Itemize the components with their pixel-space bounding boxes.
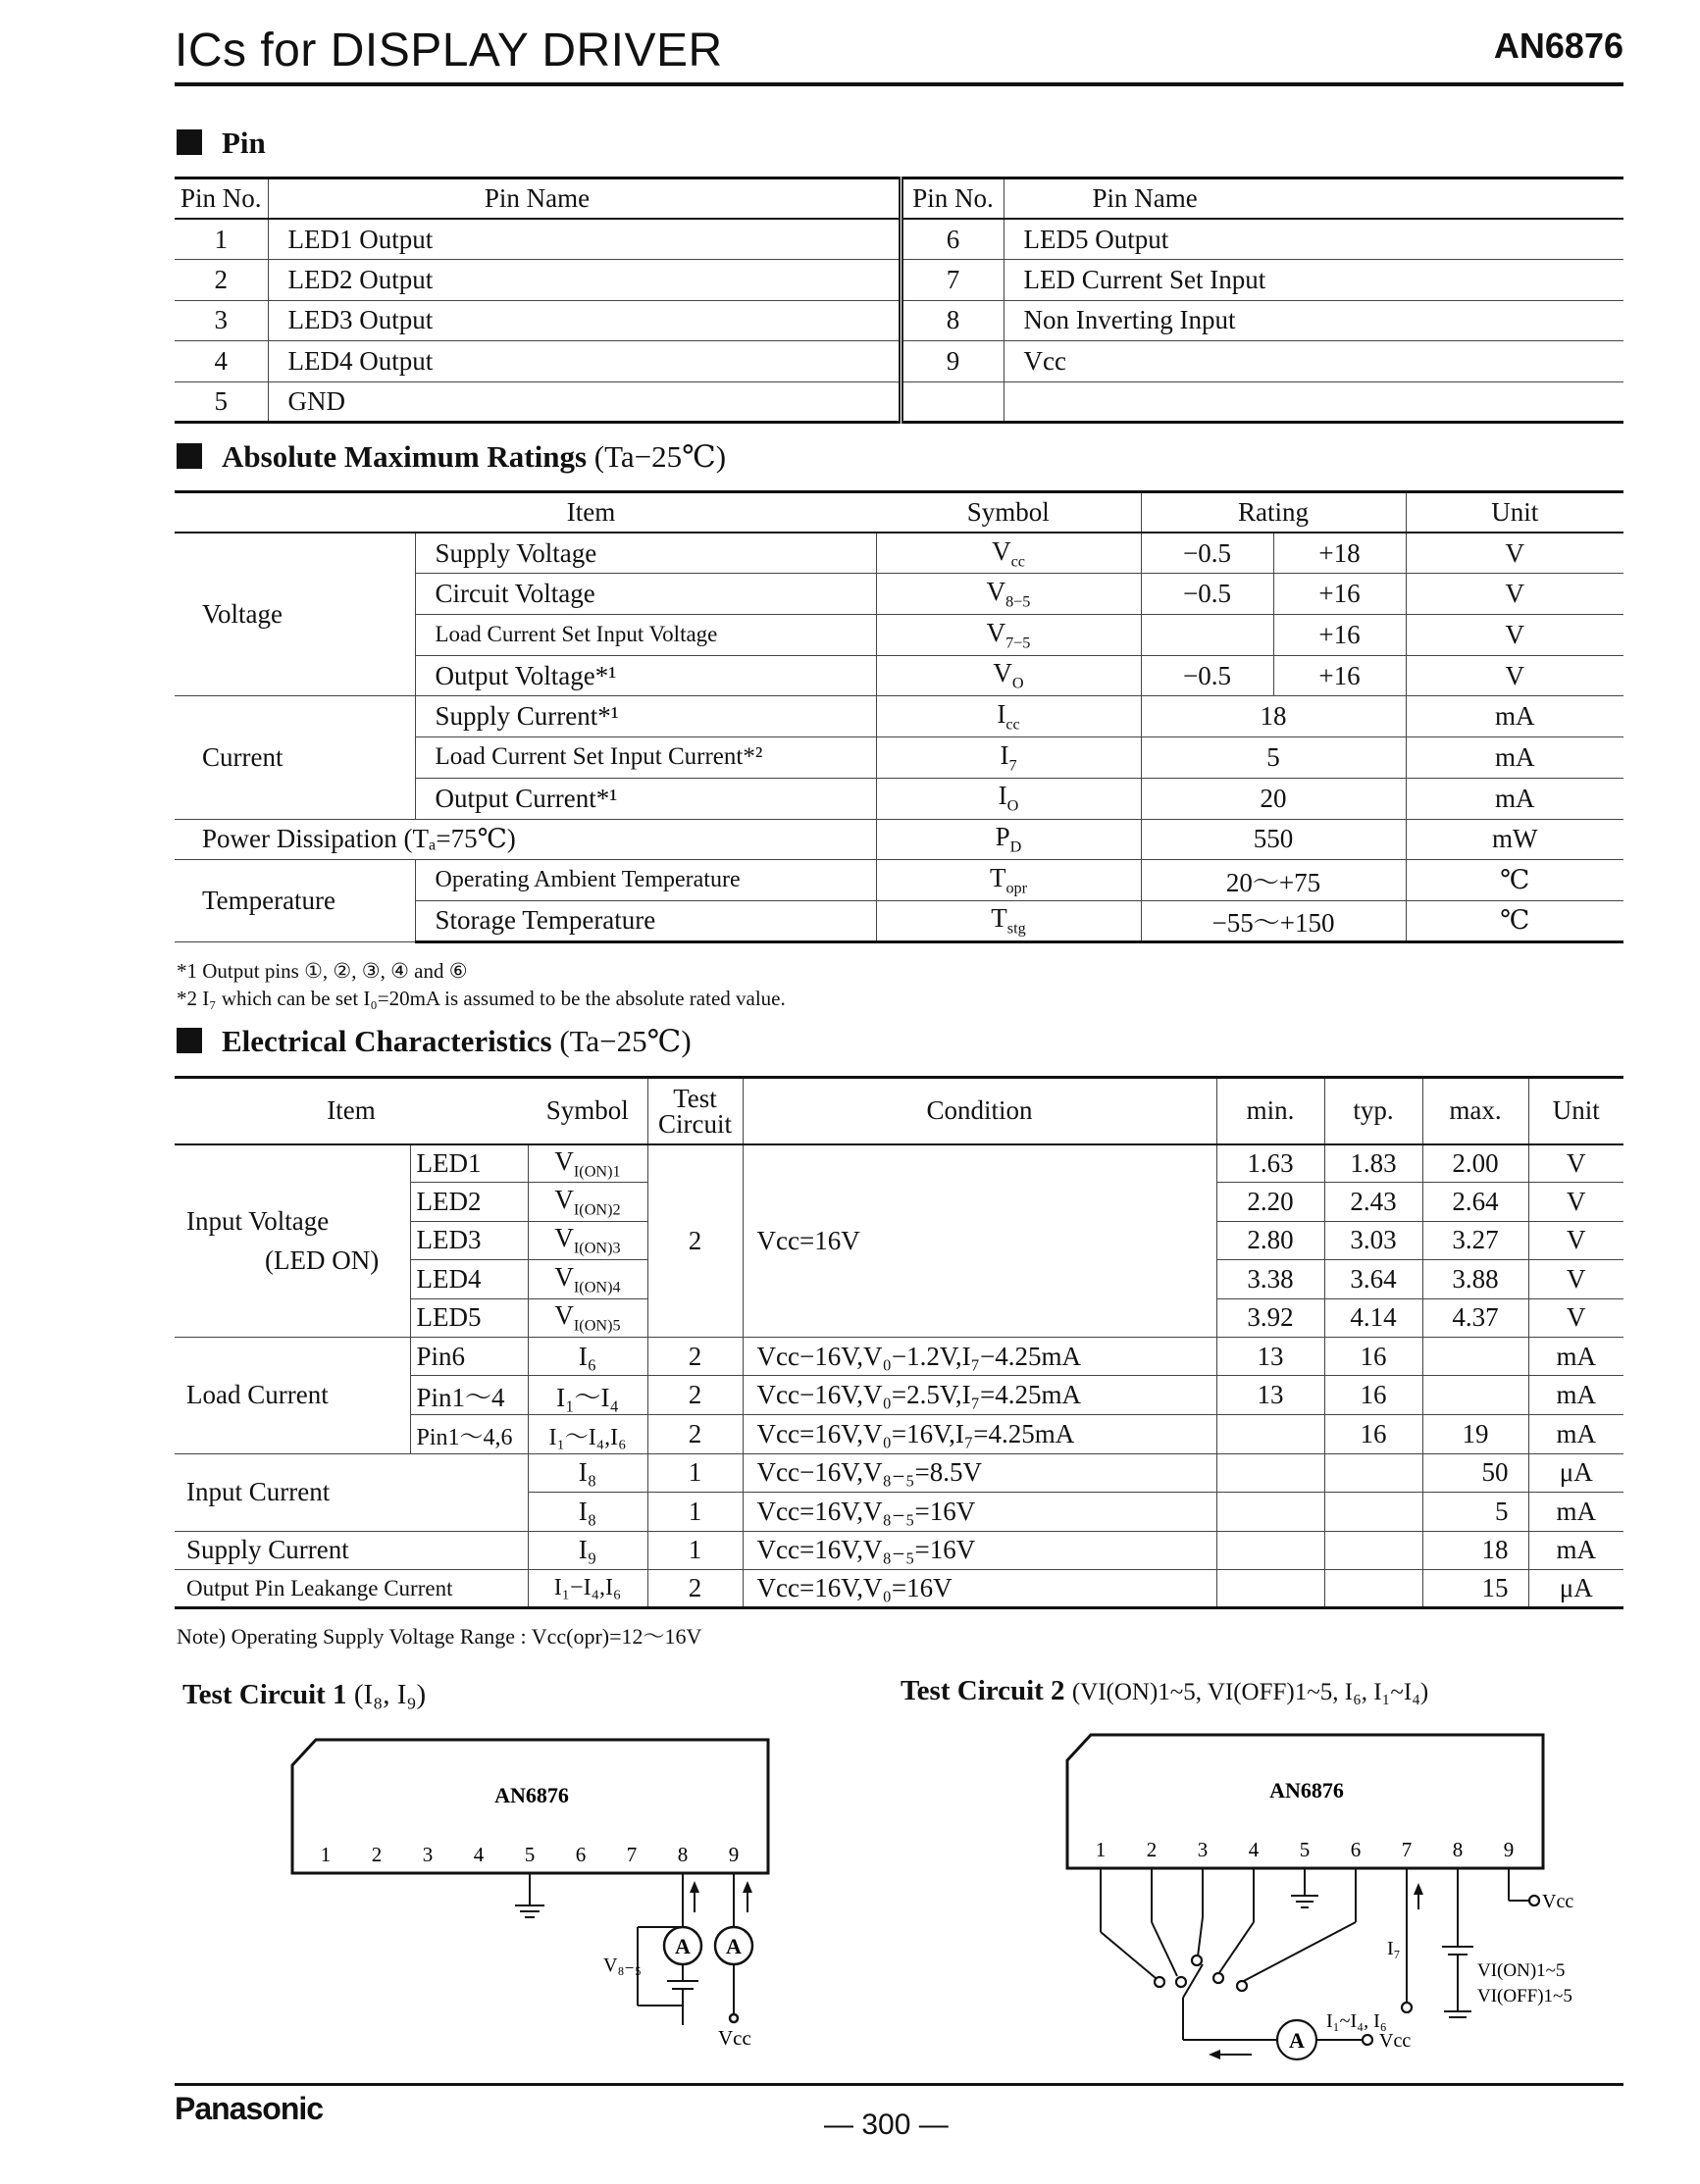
- vcc-label: Vcc: [718, 2026, 751, 2050]
- svg-text:9: 9: [728, 1843, 740, 1866]
- section-bullet-icon: [177, 443, 202, 469]
- table-header-row: Item Symbol Test Circuit Condition min. typ. max. Unit: [175, 1078, 1623, 1144]
- ammeter-icon: A: [726, 1934, 742, 1958]
- header-rule: [175, 82, 1623, 86]
- v85-label: V₈₋₅: [603, 1955, 642, 1976]
- table-row: Voltage Supply Voltage $V_{cc}$ −0.5 +18 V: [175, 533, 1623, 574]
- table-row: LED4 $V_{I(ON)4}$ 3.38 3.64 3.88 V: [175, 1260, 1623, 1298]
- table-row: Temperature Operating Ambient Temperature $T_{opr}$ 20～+75 ℃: [175, 860, 1623, 901]
- footer-rule: [175, 2083, 1623, 2086]
- pin-labels: [1096, 1838, 1515, 1861]
- svg-text:4: 4: [473, 1843, 485, 1866]
- vcc-label: Vcc: [1542, 1891, 1574, 1912]
- table-row: Output Current*¹ $I_O$ 20 mA: [175, 778, 1623, 819]
- chip-label: AN6876: [1269, 1778, 1344, 1803]
- ammeter-icon: A: [1289, 2028, 1305, 2053]
- ammeter-icon: A: [675, 1934, 691, 1958]
- table-row: Circuit Voltage $V_{8-5}$ −0.5 +16 V: [175, 574, 1623, 615]
- svg-text:1: 1: [1095, 1838, 1107, 1861]
- section-bullet-icon: [177, 1028, 202, 1053]
- table-row: 1 LED1 Output 6 LED5 Output: [175, 219, 1623, 260]
- svg-text:4: 4: [1248, 1838, 1260, 1861]
- table-row: Input Voltage (LED ON) LED1 $V_{I(ON)1}$ 2 Vcc=16V 1.63 1.83 2.00 V: [175, 1144, 1623, 1183]
- current-label: I₁~I₄, I₆: [1326, 2010, 1387, 2032]
- svg-text:7: 7: [626, 1843, 638, 1866]
- electrical-characteristics-table: [175, 1076, 1623, 1609]
- table-row: Output Pin Leakange Current I₁−I₄,I₆ 2 Vcc=16V,V₀=16V 15 μA: [175, 1569, 1623, 1607]
- table-header-row: Item Symbol Rating Unit: [175, 492, 1623, 533]
- table-row: 4 LED4 Output 9 Vcc: [175, 341, 1623, 382]
- abs-max-ratings-table: [175, 490, 1623, 943]
- ec-note: Note) Operating Supply Voltage Range : Vcc(opr)=12～16V: [177, 1624, 702, 1649]
- von-label: VI(ON)1~5: [1477, 1960, 1566, 1981]
- svg-text:9: 9: [1503, 1838, 1515, 1861]
- table-row: Load Current Set Input Voltage $V_{7-5}$ +16 V: [175, 615, 1623, 656]
- svg-text:3: 3: [1197, 1838, 1209, 1861]
- svg-text:3: 3: [422, 1843, 434, 1866]
- svg-text:6: 6: [575, 1843, 587, 1866]
- pin-section-title: Pin: [177, 126, 266, 161]
- brand-logo: Panasonic: [175, 2091, 324, 2126]
- table-row: LED2 $V_{I(ON)2}$ 2.20 2.43 2.64 V: [175, 1183, 1623, 1221]
- part-number: AN6876: [1493, 25, 1623, 66]
- abs-section-title: Absolute Maximum Ratings (Ta−25℃): [177, 439, 726, 475]
- table-row: Input Current I₈ 1 Vcc−16V,V₈₋₅=8.5V 50 μA: [175, 1453, 1623, 1492]
- test-circuit-2-diagram: [1040, 1721, 1628, 2069]
- table-row: 3 LED3 Output 8 Non Inverting Input: [175, 300, 1623, 341]
- page-number: — 300 —: [824, 2108, 949, 2141]
- svg-text:5: 5: [1299, 1838, 1311, 1861]
- voff-label: VI(OFF)1~5: [1477, 1986, 1572, 2006]
- table-row: Supply Current I₉ 1 Vcc=16V,V₈₋₅=16V 18 mA: [175, 1531, 1623, 1569]
- table-row: 2 LED2 Output 7 LED Current Set Input: [175, 260, 1623, 301]
- footnote-2: *2 I₇ which can be set I₀=20mA is assumed to be the absolute rated value.: [177, 987, 786, 1010]
- chip-label: AN6876: [494, 1783, 569, 1807]
- table-row: Current Supply Current*¹ $I_{cc}$ 18 mA: [175, 696, 1623, 737]
- test-circuit-2-title: Test Circuit 2 (VI(ON)1~5, VI(OFF)1~5, I₆, I₁~I₄): [901, 1675, 1429, 1706]
- table-row: Power Dissipation (Tₐ=75℃) $P_D$ 550 mW: [175, 819, 1623, 860]
- table-row: LED5 $V_{I(ON)5}$ 3.92 4.14 4.37 V: [175, 1298, 1623, 1337]
- test-circuit-1-diagram: [275, 1726, 785, 2050]
- pin-labels: [321, 1843, 740, 1866]
- svg-text:2: 2: [371, 1843, 383, 1866]
- table-row: Pin1～4,6 I₁～I₄,I₆ 2 Vcc=16V,V₀=16V,I₇=4.25mA 16 19 mA: [175, 1415, 1623, 1453]
- table-row: LED3 $V_{I(ON)3}$ 2.80 3.03 3.27 V: [175, 1221, 1623, 1259]
- table-header-row: Pin No. Pin Name Pin No. Pin Name: [175, 178, 1623, 220]
- svg-text:7: 7: [1401, 1838, 1413, 1861]
- i7-label: I₇: [1387, 1938, 1401, 1959]
- test-circuit-1-title: Test Circuit 1 (I₈, I₉): [182, 1679, 427, 1710]
- ec-section-title: Electrical Characteristics (Ta−25℃): [177, 1024, 692, 1059]
- table-row: Load Current Pin6 I₆ 2 Vcc−16V,V₀−1.2V,I₇−4.25mA 13 16 mA: [175, 1337, 1623, 1375]
- table-row: Pin1～4 I₁～I₄ 2 Vcc−16V,V₀=2.5V,I₇=4.25mA 13 16 mA: [175, 1376, 1623, 1415]
- svg-text:8: 8: [677, 1843, 689, 1866]
- svg-text:5: 5: [524, 1843, 536, 1866]
- svg-text:6: 6: [1350, 1838, 1362, 1861]
- table-row: Load Current Set Input Current*² $I_7$ 5 mA: [175, 737, 1623, 779]
- section-bullet-icon: [177, 129, 202, 155]
- svg-text:1: 1: [320, 1843, 332, 1866]
- pin-table: [175, 177, 1623, 424]
- table-row: 5 GND: [175, 381, 1623, 423]
- table-row: Output Voltage*¹ $V_O$ −0.5 +16 V: [175, 655, 1623, 696]
- page-header-title: ICs for DISPLAY DRIVER: [175, 25, 723, 76]
- table-row: Storage Temperature $T_{stg}$ −55～+150 ℃: [175, 900, 1623, 941]
- footnote-1: *1 Output pins ①, ②, ③, ④ and ⑥: [177, 959, 468, 983]
- svg-text:2: 2: [1146, 1838, 1158, 1861]
- vcc-label-2: Vcc: [1379, 2030, 1412, 2052]
- table-row: I₈ 1 Vcc=16V,V₈₋₅=16V 5 mA: [175, 1493, 1623, 1531]
- svg-text:8: 8: [1452, 1838, 1464, 1861]
